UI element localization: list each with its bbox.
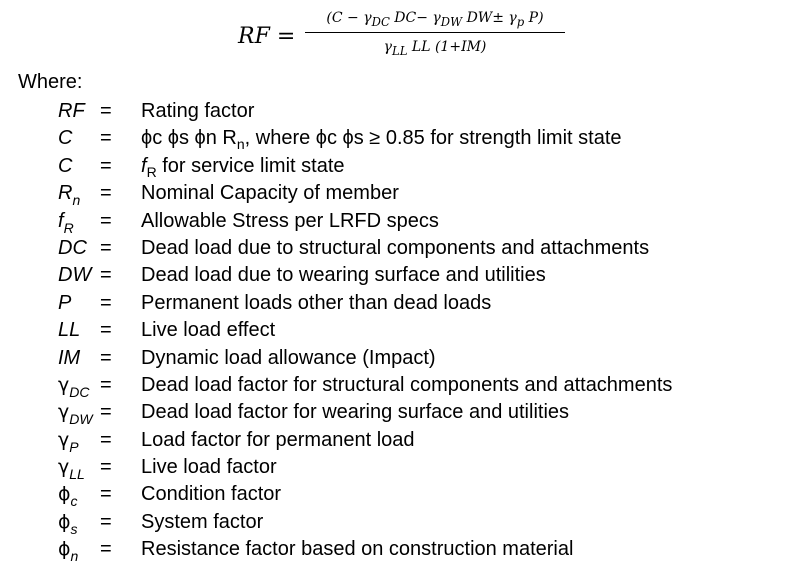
definition-symbol: IM	[58, 346, 81, 369]
definition-text: $f_R$ for service limit state	[141, 154, 345, 180]
equals-sign: =	[100, 510, 112, 533]
definition-text: Dead load factor for structural components and attachments	[141, 373, 673, 396]
definition-text: Dead load due to wearing surface and utilities	[141, 264, 546, 287]
definition-text: Dead load factor for wearing surface and utilities	[141, 401, 570, 424]
equals-sign: =	[100, 346, 112, 369]
equation-denominator: $\gamma_{LL}$ LL (1+IM)	[383, 39, 487, 58]
definition-text: Permanent loads other than dead loads	[141, 291, 492, 314]
definition-row-p	[0, 290, 785, 317]
definition-symbol: $\gamma_{DC}$	[58, 373, 90, 400]
definition-row-phi-s	[0, 509, 785, 536]
definition-list	[0, 98, 785, 564]
definition-symbol: $\phi_s$	[58, 510, 78, 537]
definition-symbol: $\phi_n$	[58, 538, 79, 565]
definition-row-c-service	[0, 153, 785, 180]
equals-sign: =	[100, 373, 112, 396]
definition-symbol: DW	[58, 264, 92, 287]
definition-text: Dead load due to structural components and attachments	[141, 236, 650, 259]
definition-symbol: $f_R$	[58, 209, 74, 236]
definition-symbol: $R_n$	[58, 182, 81, 209]
equals-sign: =	[100, 127, 112, 150]
definition-text: Dynamic load allowance (Impact)	[141, 346, 436, 369]
definition-symbol: P	[58, 291, 72, 314]
equation-fraction	[305, 6, 565, 59]
equals-sign: =	[100, 236, 112, 259]
definition-row-dw	[0, 262, 785, 289]
equals-sign: =	[100, 209, 112, 232]
equals-sign: =	[100, 100, 112, 122]
definition-symbol: LL	[58, 319, 81, 342]
definition-symbol: C	[58, 127, 73, 150]
definition-symbol: $\phi_c$	[58, 483, 78, 510]
equals-sign: =	[100, 182, 112, 205]
equals-sign: =	[100, 154, 112, 177]
rating-factor-equation	[0, 0, 785, 70]
equals-sign: =	[100, 483, 112, 506]
definition-text: Condition factor	[141, 483, 282, 506]
definition-symbol: $\gamma_{LL}$	[58, 456, 85, 483]
definition-text: Rating factor	[141, 100, 255, 122]
definition-row-rf	[0, 98, 785, 125]
equals-sign: =	[100, 428, 112, 451]
equals-sign: =	[100, 456, 112, 479]
equals-sign: =	[100, 401, 112, 424]
fraction-bar	[305, 32, 565, 33]
definition-symbol: C	[58, 154, 73, 177]
definition-symbol: RF	[58, 100, 85, 122]
definition-row-gamma-p	[0, 427, 785, 454]
definition-symbol: $\gamma_{DW}$	[58, 401, 93, 428]
definition-row-phi-c	[0, 481, 785, 508]
equation-numerator: ($C - \gamma_{DC}$ $DC- \gamma_{DW}$ $DW\pm \gamma_p$ P)	[326, 10, 544, 29]
definition-text: Live load factor	[141, 456, 277, 479]
definition-row-gamma-dc	[0, 372, 785, 399]
definition-text: Live load effect	[141, 319, 276, 342]
equals-sign: =	[100, 264, 112, 287]
equals-sign: =	[100, 291, 112, 314]
definition-row-dc	[0, 235, 785, 262]
definition-text: Nominal Capacity of member	[141, 182, 399, 205]
definition-row-phi-n	[0, 536, 785, 563]
equals-sign: =	[100, 538, 112, 561]
definition-symbol: DC	[58, 236, 87, 259]
definition-text: Load factor for permanent load	[141, 428, 415, 451]
definition-row-gamma-dw	[0, 399, 785, 426]
definition-text: System factor	[141, 510, 264, 533]
where-label: Where:	[18, 71, 83, 93]
equation-lhs: RF =	[238, 24, 296, 49]
definition-row-gamma-ll	[0, 454, 785, 481]
definition-text: Resistance factor based on construction material	[141, 538, 574, 561]
definition-text: ϕc ϕs ϕn $R_n$, where ϕc ϕs ≥ 0.85 for strength limit state	[141, 127, 622, 153]
definition-row-ll	[0, 317, 785, 344]
equals-sign: =	[100, 319, 112, 342]
definition-row-fr	[0, 208, 785, 235]
definition-row-im	[0, 345, 785, 372]
definition-symbol: $\gamma_P$	[58, 428, 79, 455]
definition-row-rn	[0, 180, 785, 207]
definition-row-c-strength	[0, 125, 785, 152]
definition-text: Allowable Stress per LRFD specs	[141, 209, 439, 232]
